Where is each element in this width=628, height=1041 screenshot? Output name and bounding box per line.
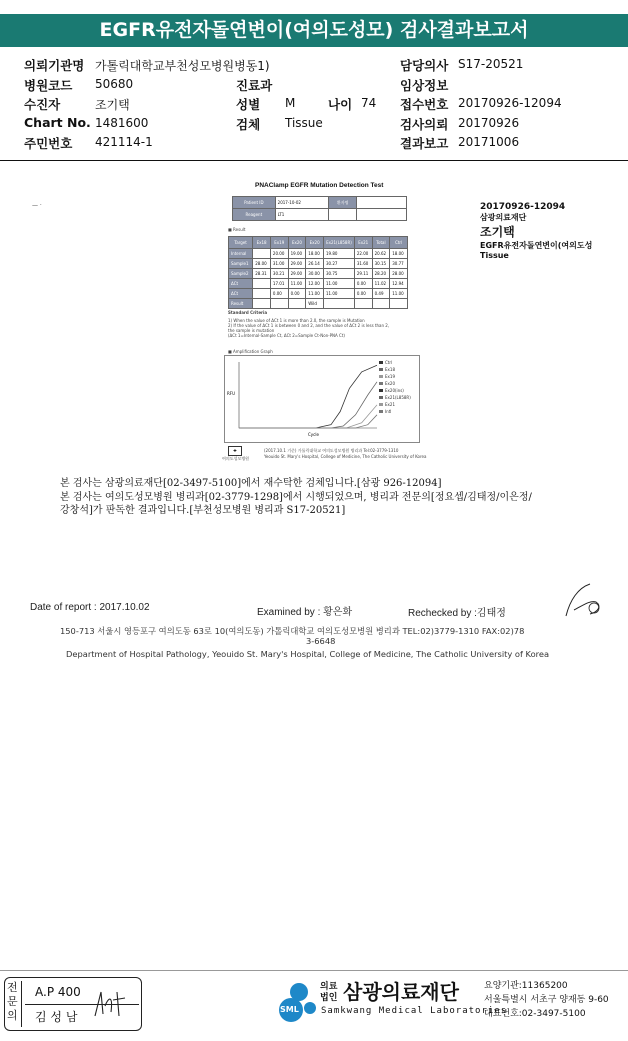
result-cell xyxy=(372,299,390,309)
legend-entry: Ctrl xyxy=(385,360,393,365)
reagent-label: Reagent xyxy=(233,209,276,221)
result-header-cell: Ex21(L858R) xyxy=(323,237,354,249)
legend-swatch xyxy=(379,403,383,406)
signature-mark xyxy=(560,580,608,624)
legend-swatch xyxy=(379,396,383,399)
info-label: 검체 xyxy=(236,116,261,132)
result-cell xyxy=(390,299,408,309)
info-label: 진료과 xyxy=(236,77,273,93)
result-cell: 31.00 xyxy=(270,259,288,269)
report-title: EGFR유전자돌연변이(여의도성모) 검사결과보고서 xyxy=(0,14,628,47)
result-row xyxy=(229,299,408,309)
notes-block xyxy=(60,477,532,518)
specialist-signature xyxy=(91,986,131,1026)
info-value: Tissue xyxy=(285,115,323,130)
info-label: 결과보고 xyxy=(400,136,449,151)
result-cell: 31.60 xyxy=(354,259,372,269)
legend-entry: Ex20 xyxy=(385,381,395,386)
info-grid xyxy=(0,52,628,160)
handwritten-signature-icon xyxy=(91,986,131,1022)
result-header-cell: Ex19 xyxy=(270,237,288,249)
result-label: ■ Result xyxy=(228,227,246,232)
info-value: 조기택 xyxy=(95,98,130,112)
sml-logo-icon xyxy=(272,978,318,1024)
info-value: 가톨릭대학교부천성모병원병동1) xyxy=(95,59,270,73)
result-cell: 18.00 xyxy=(390,249,408,259)
stamp-test: EGFR유전자돌연변이(여의도성 xyxy=(480,241,593,250)
result-header-cell: Ex20 xyxy=(306,237,324,249)
result-cell: 0.00 xyxy=(354,289,372,299)
legend-swatch xyxy=(379,389,383,392)
legend-entry: Ex21(L858R) xyxy=(385,395,411,400)
legend-entry: Intl xyxy=(385,409,392,414)
scan-logo-text: 여의도성모병원 xyxy=(222,456,250,461)
info-value: 20170926-12094 xyxy=(458,96,562,110)
result-cell: 11.02 xyxy=(372,279,390,289)
criteria-line: 1) When the value of ΔCt 1 is more than 2.0, the sample is Mutation xyxy=(228,318,365,323)
result-cell: 11.00 xyxy=(306,289,324,299)
result-cell: ΔCt xyxy=(229,289,253,299)
result-cell: 28.31 xyxy=(253,269,271,279)
legend-swatch xyxy=(379,361,383,364)
info-label: 담당의사 xyxy=(400,58,449,73)
info-value: 20170926 xyxy=(458,115,520,130)
result-header-cell: Ex20 xyxy=(288,237,306,249)
result-cell xyxy=(270,299,288,309)
corp-name: 삼광의료재단 xyxy=(343,980,459,1004)
info-label: 의뢰기관명 xyxy=(24,58,85,73)
result-cell: 0.00 xyxy=(354,279,372,289)
scan-footer-line2: Yeouido St. Mary's Hospital, College of Medicine, The Catholic University of Korea xyxy=(264,454,427,459)
result-cell: 19.80 xyxy=(323,249,354,259)
info-label: 수진자 xyxy=(24,97,61,112)
criteria-line: the sample is mutation xyxy=(228,328,275,333)
result-header-cell: Total xyxy=(372,237,390,249)
amplification-chart xyxy=(225,356,419,442)
series-line-ex20 xyxy=(239,405,377,428)
result-cell: ΔCt xyxy=(229,279,253,289)
result-cell: 30.21 xyxy=(270,269,288,279)
result-row xyxy=(229,259,408,269)
result-cell: 30.75 xyxy=(323,269,354,279)
legend-swatch xyxy=(379,368,383,371)
result-row xyxy=(229,269,408,279)
legend-entry: Ex20(ins) xyxy=(385,388,404,393)
info-value: 421114-1 xyxy=(95,135,153,149)
result-cell: 11.00 xyxy=(323,289,354,299)
contact-line: 대표번호:02-3497-5100 xyxy=(484,1009,586,1019)
info-value: 1481600 xyxy=(95,115,149,130)
legend-entry: Ex19 xyxy=(385,374,395,379)
x-axis-label: Cycle xyxy=(308,432,319,437)
result-cell: 28.20 xyxy=(372,269,390,279)
legend-entry: Ex18 xyxy=(385,367,395,372)
result-cell: 12.94 xyxy=(390,279,408,289)
result-cell: 29.11 xyxy=(354,269,372,279)
criteria-list xyxy=(228,318,389,338)
criteria-label: Standard Criteria xyxy=(228,310,268,315)
info-label: 성별 xyxy=(236,97,261,112)
criteria-line: (ΔCt 1=Internal-Sample Ct, ΔCt 2=Sample Ct-Non-PNA Ct) xyxy=(228,333,345,338)
address-line: 150-713 서울시 영등포구 여의도동 63로 10(여의도동) 가톨릭대학교 여의도성모병원 병리과 TEL:02)3779-1310 FAX:02)78 xyxy=(60,626,525,636)
scanned-report xyxy=(0,162,628,970)
specialist-label: 전문의 xyxy=(7,981,22,1027)
scan-logo: ✚ xyxy=(228,446,242,456)
info-divider xyxy=(0,160,628,161)
info-label: 접수번호 xyxy=(400,97,449,112)
sample-stamp xyxy=(480,202,628,260)
result-cell: 30.15 xyxy=(372,259,390,269)
result-cell xyxy=(253,249,271,259)
result-header-cell: Ex18 xyxy=(253,237,271,249)
contact-block xyxy=(484,979,609,1021)
stamp-number: 20170926-12094 xyxy=(480,202,566,212)
stamp-specimen: Tissue xyxy=(480,251,509,260)
info-label: 나이 xyxy=(328,97,353,112)
pna-report-title: PNAClamp EGFR Mutation Detection Test xyxy=(255,182,384,189)
legend-entry: Ex21 xyxy=(385,402,395,407)
patient-id-value: 2017-10-02 xyxy=(275,197,329,209)
result-cell: 30.77 xyxy=(390,259,408,269)
result-cell: 29.00 xyxy=(288,269,306,279)
result-header-cell: Ex21 xyxy=(354,237,372,249)
result-cell: Sample1 xyxy=(229,259,253,269)
reagent-value: LT1 xyxy=(275,209,329,221)
info-value: 20171006 xyxy=(458,135,520,149)
sml-logo-text: SML xyxy=(280,1005,299,1014)
result-cell xyxy=(323,299,354,309)
note-line: 본 검사는 삼광의료재단[02-3497-5100]에서 재수탁한 검체입니다.[삼광 926-12094] xyxy=(60,478,442,489)
result-cell: Internal xyxy=(229,249,253,259)
examined-by: Examined by : 황은화 xyxy=(257,607,353,618)
result-cell: Sample2 xyxy=(229,269,253,279)
result-cell: 20.00 xyxy=(270,249,288,259)
result-cell: Result xyxy=(229,299,253,309)
rechecked-by: Rechecked by :김태정 xyxy=(408,608,506,619)
contact-line: 요양기관:11365200 xyxy=(484,981,568,991)
result-cell: 30.00 xyxy=(306,269,324,279)
result-cell: 11.00 xyxy=(323,279,354,289)
series-line-intl xyxy=(239,415,377,428)
amplification-graph xyxy=(224,355,420,443)
result-cell xyxy=(253,299,271,309)
specialist-box xyxy=(4,977,142,1031)
result-cell: 0.00 xyxy=(288,289,306,299)
result-cell: 18.00 xyxy=(306,249,324,259)
corp-label: 의료법인 xyxy=(320,982,338,1003)
result-cell: 29.00 xyxy=(288,259,306,269)
info-label: 임상정보 xyxy=(400,77,449,93)
info-value: M xyxy=(285,96,296,110)
result-cell: 22.00 xyxy=(354,249,372,259)
scan-mark: — · xyxy=(32,202,42,209)
result-cell xyxy=(354,299,372,309)
address-line-2: 3-6648 xyxy=(306,636,336,646)
criteria-line: 2) If the value of ΔCt 1 is between 0 and 2, and the value of ΔCt 2 is less than 2, xyxy=(228,323,390,328)
note-line: 강창석]가 판독한 결과입니다.[부천성모병원 병리과 S17-20521] xyxy=(60,505,346,516)
result-row xyxy=(229,249,408,259)
chart-axes xyxy=(239,362,377,428)
date-of-report: Date of report : 2017.10.02 xyxy=(30,602,150,613)
signature-scribble-icon xyxy=(560,580,608,620)
series-line-ctrl xyxy=(239,365,377,428)
info-value: 50680 xyxy=(95,76,134,91)
result-cell: 19.00 xyxy=(288,249,306,259)
result-cell: 30.27 xyxy=(323,259,354,269)
result-cell: 0.49 xyxy=(372,289,390,299)
result-cell: 26.14 xyxy=(306,259,324,269)
patient-id-label: Patient ID xyxy=(233,197,276,209)
legend-swatch xyxy=(379,382,383,385)
y-axis-label: RFU xyxy=(227,391,236,396)
result-table xyxy=(228,236,408,309)
result-row xyxy=(229,289,408,299)
result-header-cell: Ctrl xyxy=(390,237,408,249)
result-cell: Wild xyxy=(306,299,324,309)
result-cell: 28.00 xyxy=(390,269,408,279)
info-label: 주민번호 xyxy=(24,136,73,151)
graph-label: ■ Amplification Graph xyxy=(228,349,273,354)
info-value: 74 xyxy=(361,96,377,110)
sml-logo xyxy=(272,978,318,1024)
legend-swatch xyxy=(379,375,383,378)
result-cell: 12.00 xyxy=(306,279,324,289)
specialist-reg: A.P 400 xyxy=(35,985,81,999)
result-cell: 0.00 xyxy=(270,289,288,299)
result-row xyxy=(229,279,408,289)
department-line: Department of Hospital Pathology, Yeouido St. Mary's Hospital, College of Medicine, The Catholic University of Korea xyxy=(66,649,550,659)
info-label: 병원코드 xyxy=(24,77,73,93)
specialist-name: 김 성 남 xyxy=(35,1010,78,1024)
info-label: Chart No. xyxy=(24,114,91,130)
result-cell: 11.00 xyxy=(288,279,306,289)
result-cell: 17.01 xyxy=(270,279,288,289)
result-cell xyxy=(253,279,271,289)
legend-swatch xyxy=(379,410,383,413)
stamp-patient: 조기택 xyxy=(480,225,515,239)
result-cell xyxy=(253,289,271,299)
patient-name-label: 환자명 xyxy=(329,197,357,209)
result-cell: 28.00 xyxy=(253,259,271,269)
scan-footer-line1: (2017.10.1 기준) 가톨릭대학교 여의도성모병원 병리과 Tel:02-3779-1310 xyxy=(264,448,399,453)
footer-divider xyxy=(0,970,628,971)
series-line-ex21 xyxy=(239,382,377,428)
corp-sub: Samkwang Medical Laboratories xyxy=(321,1006,508,1016)
result-cell: 11.00 xyxy=(390,289,408,299)
result-cell xyxy=(288,299,306,309)
result-cell: 20.62 xyxy=(372,249,390,259)
info-label: 검사의뢰 xyxy=(400,116,449,132)
note-line: 본 검사는 여의도성모병원 병리과[02-3779-1298]에서 시행되었으며, 병리과 전문의[정요셉/김태정/이은정/ xyxy=(60,491,532,503)
result-header-cell: Target xyxy=(229,237,253,249)
patient-mini-table xyxy=(232,196,407,221)
contact-line: 서울특별시 서초구 양재동 9-60 xyxy=(484,995,609,1005)
stamp-org: 삼광의료재단 xyxy=(480,213,527,222)
info-value: S17-20521 xyxy=(458,57,524,71)
